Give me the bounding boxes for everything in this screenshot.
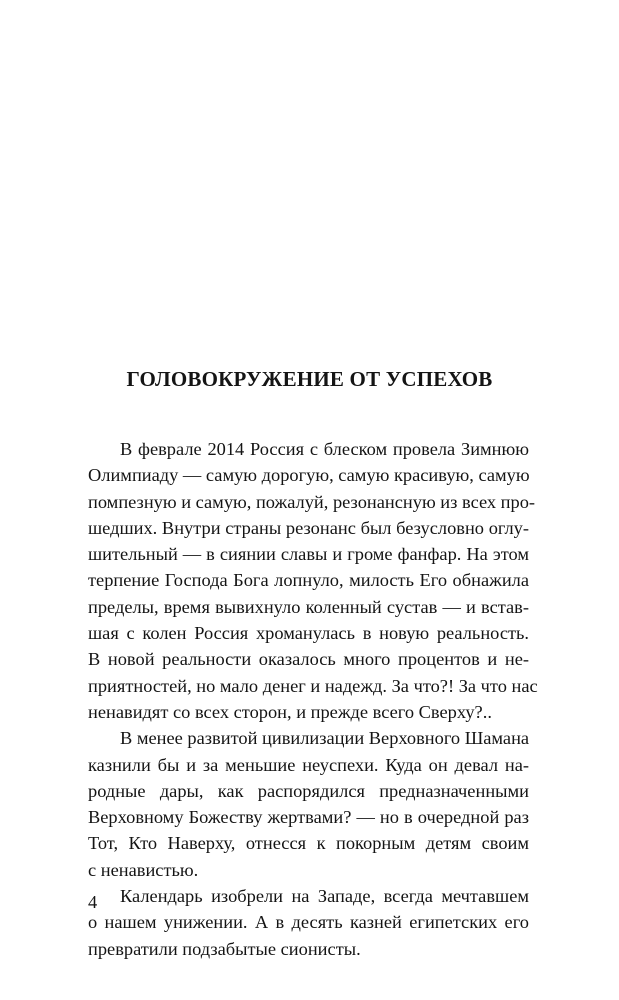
page-number: 4	[88, 892, 98, 912]
text-line: Олимпиаду — самую дорогую, самую красивую, самую	[88, 465, 530, 486]
text-line: с ненавистью.	[88, 859, 199, 880]
text-line: Верховному Божеству жертвами? — но в очередной раз	[88, 807, 529, 828]
text-line: шедших. Внутри страны резонанс был безусловно оглу-	[88, 517, 529, 538]
text-line: В новой реальности оказалось много процентов и не-	[88, 649, 529, 670]
text-line: превратили подзабытые сионисты.	[88, 938, 361, 959]
text-line: шая с колен Россия хроманулась в новую реальность.	[88, 623, 529, 644]
text-line: Календарь изобрели на Западе, всегда мечтавшем	[120, 886, 529, 907]
text-line: приятностей, но мало денег и надежд. За что?! За что нас	[88, 675, 538, 696]
text-line: терпение Господа Бога лопнуло, милость Его обнажила	[88, 570, 529, 591]
paragraph-2	[88, 725, 529, 883]
text-line: пределы, время вывихнуло коленный сустав — и встав-	[88, 596, 529, 617]
paragraph-3	[88, 883, 529, 962]
chapter-title: ГОЛОВОКРУЖЕНИЕ ОТ УСПЕХОВ	[126, 367, 493, 391]
text-line: помпезную и самую, пожалуй, резонансную из всех про-	[88, 491, 536, 512]
text-line: шительный — в сиянии славы и громе фанфар. На этом	[88, 544, 529, 565]
text-line: о нашем унижении. А в десять казней египетских его	[88, 912, 529, 933]
text-line: Тот, Кто Наверху, отнесся к покорным детям своим	[88, 833, 529, 854]
text-line: казнили бы и за меньшие неуспехи. Куда он девал на-	[88, 754, 529, 775]
paragraph-1	[88, 436, 538, 725]
text-line: В менее развитой цивилизации Верховного Шамана	[120, 728, 530, 749]
text-line: В феврале 2014 Россия с блеском провела Зимнюю	[120, 439, 529, 459]
text-line: родные дары, как распорядился предназначенными	[88, 780, 529, 801]
text-line: ненавидят со всех сторон, и прежде всего Сверху?..	[88, 701, 492, 722]
chapter-body	[88, 436, 538, 962]
